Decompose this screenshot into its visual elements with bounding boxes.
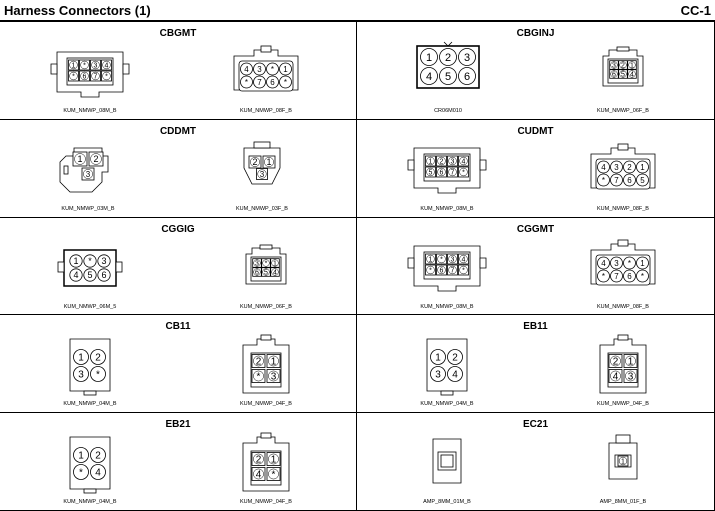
connector-part-label: KUM_NMWP_08M_B bbox=[63, 108, 117, 114]
connector-pin bbox=[98, 268, 110, 280]
connector-pin bbox=[240, 76, 252, 88]
pin-number: 3 bbox=[463, 51, 471, 64]
latch bbox=[261, 335, 271, 340]
housing-part bbox=[408, 160, 414, 170]
connector-pin bbox=[459, 67, 476, 84]
connector-pin bbox=[74, 367, 89, 382]
pin-number: * bbox=[462, 169, 465, 177]
pin-number: 6 bbox=[270, 77, 275, 87]
connector-cell-cddmt bbox=[0, 120, 357, 218]
connector-pin bbox=[610, 257, 622, 269]
connector-pin bbox=[448, 156, 458, 166]
connector-pin bbox=[263, 156, 275, 168]
connector-pin bbox=[240, 63, 252, 75]
clip bbox=[116, 262, 122, 272]
connector-pin bbox=[252, 468, 265, 481]
connector-part-label: KUM_NMWP_04F_B bbox=[240, 401, 292, 408]
pin-number: 1 bbox=[630, 62, 634, 70]
connector-part-label: AMP_8MM_01F_B bbox=[599, 499, 647, 506]
pin-number: 2 bbox=[93, 154, 99, 165]
pin-number: 4 bbox=[630, 71, 634, 79]
connector-drawing bbox=[357, 413, 714, 511]
pin-number: 3 bbox=[627, 371, 634, 383]
housing-part bbox=[123, 64, 129, 74]
latch bbox=[618, 144, 628, 150]
connector-pin bbox=[440, 67, 457, 84]
connector-title: CGGIG bbox=[161, 223, 195, 235]
connector-drawing bbox=[0, 120, 357, 218]
pin-number: 3 bbox=[78, 369, 84, 381]
connector-pin bbox=[279, 63, 291, 75]
pin-number: 2 bbox=[627, 162, 632, 172]
connector-part-label: CR06M010 bbox=[434, 108, 462, 114]
pin-number: 4 bbox=[244, 64, 249, 74]
pin-number: 1 bbox=[428, 256, 433, 264]
connector-pin bbox=[624, 355, 637, 368]
connector-pin bbox=[628, 61, 637, 70]
pin-number: 3 bbox=[270, 371, 277, 383]
connector-pin bbox=[448, 367, 463, 382]
pin-number: 2 bbox=[95, 352, 101, 364]
pin-number: 3 bbox=[93, 62, 98, 70]
connector-drawing bbox=[357, 218, 714, 316]
pin-number: 5 bbox=[621, 71, 625, 79]
connector-pin bbox=[266, 63, 278, 75]
connector-pin bbox=[84, 254, 96, 266]
connector-title: EB11 bbox=[523, 321, 548, 333]
pin-number: 1 bbox=[78, 450, 84, 462]
pin-number: 5 bbox=[444, 70, 452, 83]
pin-number: 2 bbox=[252, 157, 258, 168]
pin-number: * bbox=[264, 260, 268, 268]
pin-number: * bbox=[96, 369, 100, 381]
pin-number: 6 bbox=[627, 175, 632, 185]
connector-pin bbox=[609, 370, 622, 383]
connector-pin bbox=[636, 174, 648, 186]
pin-number: 4 bbox=[273, 269, 277, 277]
connector-part-label: KUM_NMWP_06F_B bbox=[240, 303, 292, 310]
pin-number: 2 bbox=[95, 450, 101, 462]
connector-pin bbox=[623, 270, 635, 282]
pin-number: 4 bbox=[601, 258, 606, 268]
pin-number: * bbox=[462, 267, 465, 275]
pin-number: * bbox=[88, 255, 92, 266]
connector-title: EC21 bbox=[522, 419, 548, 431]
connector-drawing bbox=[0, 315, 357, 413]
page-header bbox=[0, 0, 715, 22]
connector-pin bbox=[253, 267, 262, 276]
connector-part-label: KUM_NMWP_06M_5 bbox=[63, 303, 117, 310]
connector-pin bbox=[437, 156, 447, 166]
connector-pin bbox=[80, 60, 90, 70]
connector-pin bbox=[421, 67, 438, 84]
connector-part-label: AMP_8MM_01M_B bbox=[423, 499, 471, 506]
pin-number: * bbox=[640, 271, 645, 281]
connector-cell-cggig bbox=[0, 218, 357, 316]
connector-pin bbox=[91, 367, 106, 382]
pin-number: 3 bbox=[435, 369, 441, 381]
pin-number: * bbox=[256, 371, 261, 383]
housing-part bbox=[70, 339, 110, 391]
connector-pin bbox=[271, 267, 280, 276]
pin-number: 1 bbox=[640, 162, 645, 172]
pin-number: * bbox=[429, 267, 432, 275]
pin-number: 6 bbox=[463, 70, 471, 83]
pin-number: 3 bbox=[614, 258, 619, 268]
pin-number: 4 bbox=[104, 62, 109, 70]
connector-pin bbox=[267, 355, 280, 368]
connector-pin bbox=[253, 76, 265, 88]
connector-cell-cbgmt bbox=[0, 22, 357, 120]
pin-number: * bbox=[627, 258, 632, 268]
clip bbox=[64, 166, 68, 174]
connector-pin bbox=[426, 254, 436, 264]
connector-pin bbox=[252, 453, 265, 466]
connector-pin bbox=[597, 161, 609, 173]
connector-title: CUDMT bbox=[517, 125, 554, 137]
connector-title: CBGINJ bbox=[516, 28, 555, 39]
connector-pin bbox=[91, 60, 101, 70]
connector-pin bbox=[636, 270, 648, 282]
connector-part-label: KUM_NMWP_03M_B bbox=[61, 205, 115, 212]
connector-cell-eb11 bbox=[357, 315, 715, 413]
pin-number: 1 bbox=[621, 458, 625, 466]
connector-title: EB21 bbox=[165, 419, 191, 431]
connector-cell-eb21 bbox=[0, 413, 357, 511]
connector-pin bbox=[440, 48, 457, 65]
pin-number: 1 bbox=[77, 154, 83, 165]
latch bbox=[441, 391, 453, 395]
pin-number: 4 bbox=[73, 269, 79, 280]
pin-number: 3 bbox=[255, 260, 259, 268]
latch bbox=[84, 391, 96, 395]
pin-number: 1 bbox=[627, 356, 634, 368]
housing-part bbox=[480, 160, 486, 170]
pin-number: 3 bbox=[612, 62, 616, 70]
pin-number: 4 bbox=[601, 162, 606, 172]
pin-number: * bbox=[244, 77, 249, 87]
connector-title: CBGMT bbox=[159, 28, 197, 39]
pin-number: 1 bbox=[73, 255, 79, 266]
pin-number: 4 bbox=[425, 70, 433, 83]
pin-number: 5 bbox=[428, 169, 433, 177]
connector-part-label: KUM_NMWP_08F_B bbox=[597, 205, 649, 212]
pin-number: 1 bbox=[283, 64, 288, 74]
pin-number: 1 bbox=[435, 352, 441, 364]
connector-cell-cggmt bbox=[357, 218, 715, 316]
pin-number: 6 bbox=[439, 169, 444, 177]
pin-number: 6 bbox=[255, 269, 259, 277]
pin-cavity-inner bbox=[441, 455, 453, 467]
pin-number: 2 bbox=[444, 51, 452, 64]
pin-number: 7 bbox=[450, 267, 455, 275]
connector-pin bbox=[610, 161, 622, 173]
housing-part bbox=[480, 258, 486, 268]
connector-pin bbox=[80, 71, 90, 81]
connector-pin bbox=[253, 258, 262, 267]
pin-number: * bbox=[270, 64, 275, 74]
connector-pin bbox=[74, 448, 89, 463]
connector-pin bbox=[426, 265, 436, 275]
connector-part-label: KUM_NMWP_04F_B bbox=[597, 401, 649, 408]
connector-pin bbox=[271, 258, 280, 267]
pin-number: 6 bbox=[101, 269, 107, 280]
connector-pin bbox=[437, 167, 447, 177]
connector-pin bbox=[619, 70, 628, 79]
connector-part-label: KUM_NMWP_04M_B bbox=[63, 401, 117, 408]
latch bbox=[261, 46, 271, 52]
pin-number: 6 bbox=[439, 267, 444, 275]
pin-number: 1 bbox=[266, 157, 272, 168]
connector-cell-ec21 bbox=[357, 413, 715, 511]
pin-number: 3 bbox=[101, 255, 107, 266]
connector-pin bbox=[89, 152, 103, 166]
connector-pin bbox=[459, 156, 469, 166]
connector-pin bbox=[249, 156, 261, 168]
connector-pin bbox=[623, 161, 635, 173]
pin-number: 7 bbox=[450, 169, 455, 177]
pin-number: 3 bbox=[450, 256, 455, 264]
pin-number: 5 bbox=[87, 269, 93, 280]
pin-number: 1 bbox=[428, 158, 433, 166]
connector-pin bbox=[624, 370, 637, 383]
connector-pin bbox=[426, 156, 436, 166]
connector-pin bbox=[69, 60, 79, 70]
connector-part-label: KUM_NMWP_06F_B bbox=[597, 108, 649, 114]
connector-pin bbox=[623, 257, 635, 269]
pin-number: 2 bbox=[612, 356, 619, 368]
connector-part-label: KUM_NMWP_04M_B bbox=[63, 499, 117, 506]
connector-pin bbox=[431, 367, 446, 382]
pin-number: 4 bbox=[452, 369, 458, 381]
pin-number: 3 bbox=[614, 162, 619, 172]
housing-part bbox=[70, 437, 110, 489]
pin-number: 7 bbox=[614, 271, 619, 281]
connector-pin bbox=[636, 161, 648, 173]
pin-number: * bbox=[601, 271, 606, 281]
connector-pin bbox=[253, 63, 265, 75]
connector-pin bbox=[73, 152, 87, 166]
pin-number: 4 bbox=[95, 467, 101, 479]
connector-pin bbox=[252, 370, 265, 383]
pin-number: * bbox=[440, 256, 443, 264]
connector-pin bbox=[628, 70, 637, 79]
connector-pin bbox=[267, 453, 280, 466]
pin-number: 3 bbox=[85, 169, 91, 179]
pin-number: 6 bbox=[627, 271, 632, 281]
latch bbox=[616, 435, 630, 443]
connector-pin bbox=[459, 265, 469, 275]
connector-title: CDDMT bbox=[159, 125, 197, 137]
connector-pin bbox=[256, 168, 267, 179]
connector-part-label: KUM_NMWP_08F_B bbox=[597, 303, 649, 310]
connector-pin bbox=[437, 265, 447, 275]
connector-part-label: KUM_NMWP_04M_B bbox=[420, 401, 474, 408]
connector-pin bbox=[91, 71, 101, 81]
connector-pin bbox=[279, 76, 291, 88]
pin-number: 3 bbox=[259, 169, 265, 179]
connector-cell-cbginj bbox=[357, 22, 715, 120]
connector-pin bbox=[267, 370, 280, 383]
page-code: CC-1 bbox=[680, 3, 711, 18]
connector-pin bbox=[610, 270, 622, 282]
connector-pin bbox=[69, 71, 79, 81]
connector-pin bbox=[609, 355, 622, 368]
connector-drawing bbox=[0, 22, 357, 120]
pin-number: 6 bbox=[612, 71, 616, 79]
connector-pin bbox=[91, 448, 106, 463]
connector-pin bbox=[262, 258, 271, 267]
housing-part bbox=[51, 64, 57, 74]
latch bbox=[617, 47, 629, 51]
connector-pin bbox=[610, 61, 619, 70]
pin-number: 4 bbox=[461, 158, 466, 166]
pin-number: * bbox=[283, 77, 288, 87]
connector-drawing bbox=[0, 218, 357, 316]
connector-cell-cb11 bbox=[0, 315, 357, 413]
pin-number: 1 bbox=[273, 260, 277, 268]
connector-pin bbox=[619, 61, 628, 70]
pin-number: 2 bbox=[452, 352, 458, 364]
connector-part-label: KUM_NMWP_08F_B bbox=[240, 108, 292, 114]
connector-pin bbox=[70, 268, 82, 280]
latch bbox=[254, 142, 270, 148]
pin-number: 4 bbox=[255, 469, 262, 481]
connector-pin bbox=[459, 48, 476, 65]
connector-title: CB11 bbox=[165, 321, 191, 333]
connector-drawing bbox=[0, 413, 357, 511]
housing-part bbox=[408, 258, 414, 268]
connector-pin bbox=[426, 167, 436, 177]
pin-number: * bbox=[105, 73, 108, 81]
connector-pin bbox=[437, 254, 447, 264]
connector-pin bbox=[448, 265, 458, 275]
connector-pin bbox=[448, 167, 458, 177]
pin-number: 1 bbox=[640, 258, 645, 268]
latch bbox=[260, 245, 272, 249]
pin-number: 6 bbox=[82, 73, 87, 81]
pin-number: 1 bbox=[425, 51, 433, 64]
pin-number: 2 bbox=[255, 454, 262, 466]
connector-pin bbox=[597, 174, 609, 186]
connector-pin bbox=[266, 76, 278, 88]
connector-pin bbox=[618, 456, 628, 466]
connector-pin bbox=[459, 167, 469, 177]
pin-number: 1 bbox=[71, 62, 76, 70]
pin-number: 3 bbox=[450, 158, 455, 166]
connector-pin bbox=[459, 254, 469, 264]
latch bbox=[261, 433, 271, 438]
connector-part-label: KUM_NMWP_03F_B bbox=[236, 205, 288, 212]
pin-number: 5 bbox=[264, 269, 268, 277]
pin-number: 1 bbox=[270, 454, 277, 466]
connector-pin bbox=[70, 254, 82, 266]
connector-pin bbox=[74, 465, 89, 480]
pin-number: * bbox=[271, 469, 276, 481]
connector-part-label: KUM_NMWP_08M_B bbox=[420, 205, 474, 212]
connector-part-label: KUM_NMWP_04F_B bbox=[240, 499, 292, 506]
connector-pin bbox=[102, 71, 112, 81]
pin-number: 2 bbox=[621, 62, 625, 70]
connector-pin bbox=[421, 48, 438, 65]
pin-number: 4 bbox=[461, 256, 466, 264]
connector-part-label: KUM_NMWP_08M_B bbox=[420, 303, 474, 310]
connector-pin bbox=[252, 355, 265, 368]
connector-pin bbox=[597, 270, 609, 282]
connector-pin bbox=[262, 267, 271, 276]
pin-number: 3 bbox=[257, 64, 262, 74]
latch bbox=[618, 335, 628, 340]
latch bbox=[84, 489, 96, 493]
connector-cell-cudmt bbox=[357, 120, 715, 218]
connector-pin bbox=[267, 468, 280, 481]
pin-number: 5 bbox=[640, 175, 645, 185]
pin-number: 7 bbox=[93, 73, 98, 81]
connector-pin bbox=[82, 168, 94, 180]
connector-pin bbox=[636, 257, 648, 269]
connector-grid bbox=[0, 22, 715, 511]
connector-drawing bbox=[357, 22, 714, 120]
pin-number: * bbox=[601, 175, 606, 185]
pin-number: * bbox=[72, 73, 75, 81]
pin-number: * bbox=[79, 467, 83, 479]
connector-pin bbox=[102, 60, 112, 70]
connector-pin bbox=[91, 465, 106, 480]
connector-pin bbox=[597, 257, 609, 269]
connector-pin bbox=[84, 268, 96, 280]
connector-pin bbox=[431, 350, 446, 365]
connector-pin bbox=[448, 350, 463, 365]
connector-pin bbox=[610, 174, 622, 186]
page-title: Harness Connectors (1) bbox=[4, 3, 151, 18]
connector-pin bbox=[91, 350, 106, 365]
pin-number: 1 bbox=[78, 352, 84, 364]
connector-drawing bbox=[357, 315, 714, 413]
connector-pin bbox=[610, 70, 619, 79]
connector-pin bbox=[623, 174, 635, 186]
housing-part bbox=[427, 339, 467, 391]
clip bbox=[58, 262, 64, 272]
pin-number: 2 bbox=[439, 158, 444, 166]
connector-drawing bbox=[357, 120, 714, 218]
connector-pin bbox=[448, 254, 458, 264]
latch bbox=[618, 240, 628, 246]
pin-number: 2 bbox=[255, 356, 262, 368]
pin-number: 4 bbox=[612, 371, 619, 383]
connector-pin bbox=[98, 254, 110, 266]
connector-pin bbox=[74, 350, 89, 365]
connector-title: CGGMT bbox=[516, 223, 555, 235]
pin-number: 1 bbox=[270, 356, 277, 368]
pin-number: 7 bbox=[257, 77, 262, 87]
pin-number: 7 bbox=[614, 175, 619, 185]
pin-number: * bbox=[83, 62, 86, 70]
